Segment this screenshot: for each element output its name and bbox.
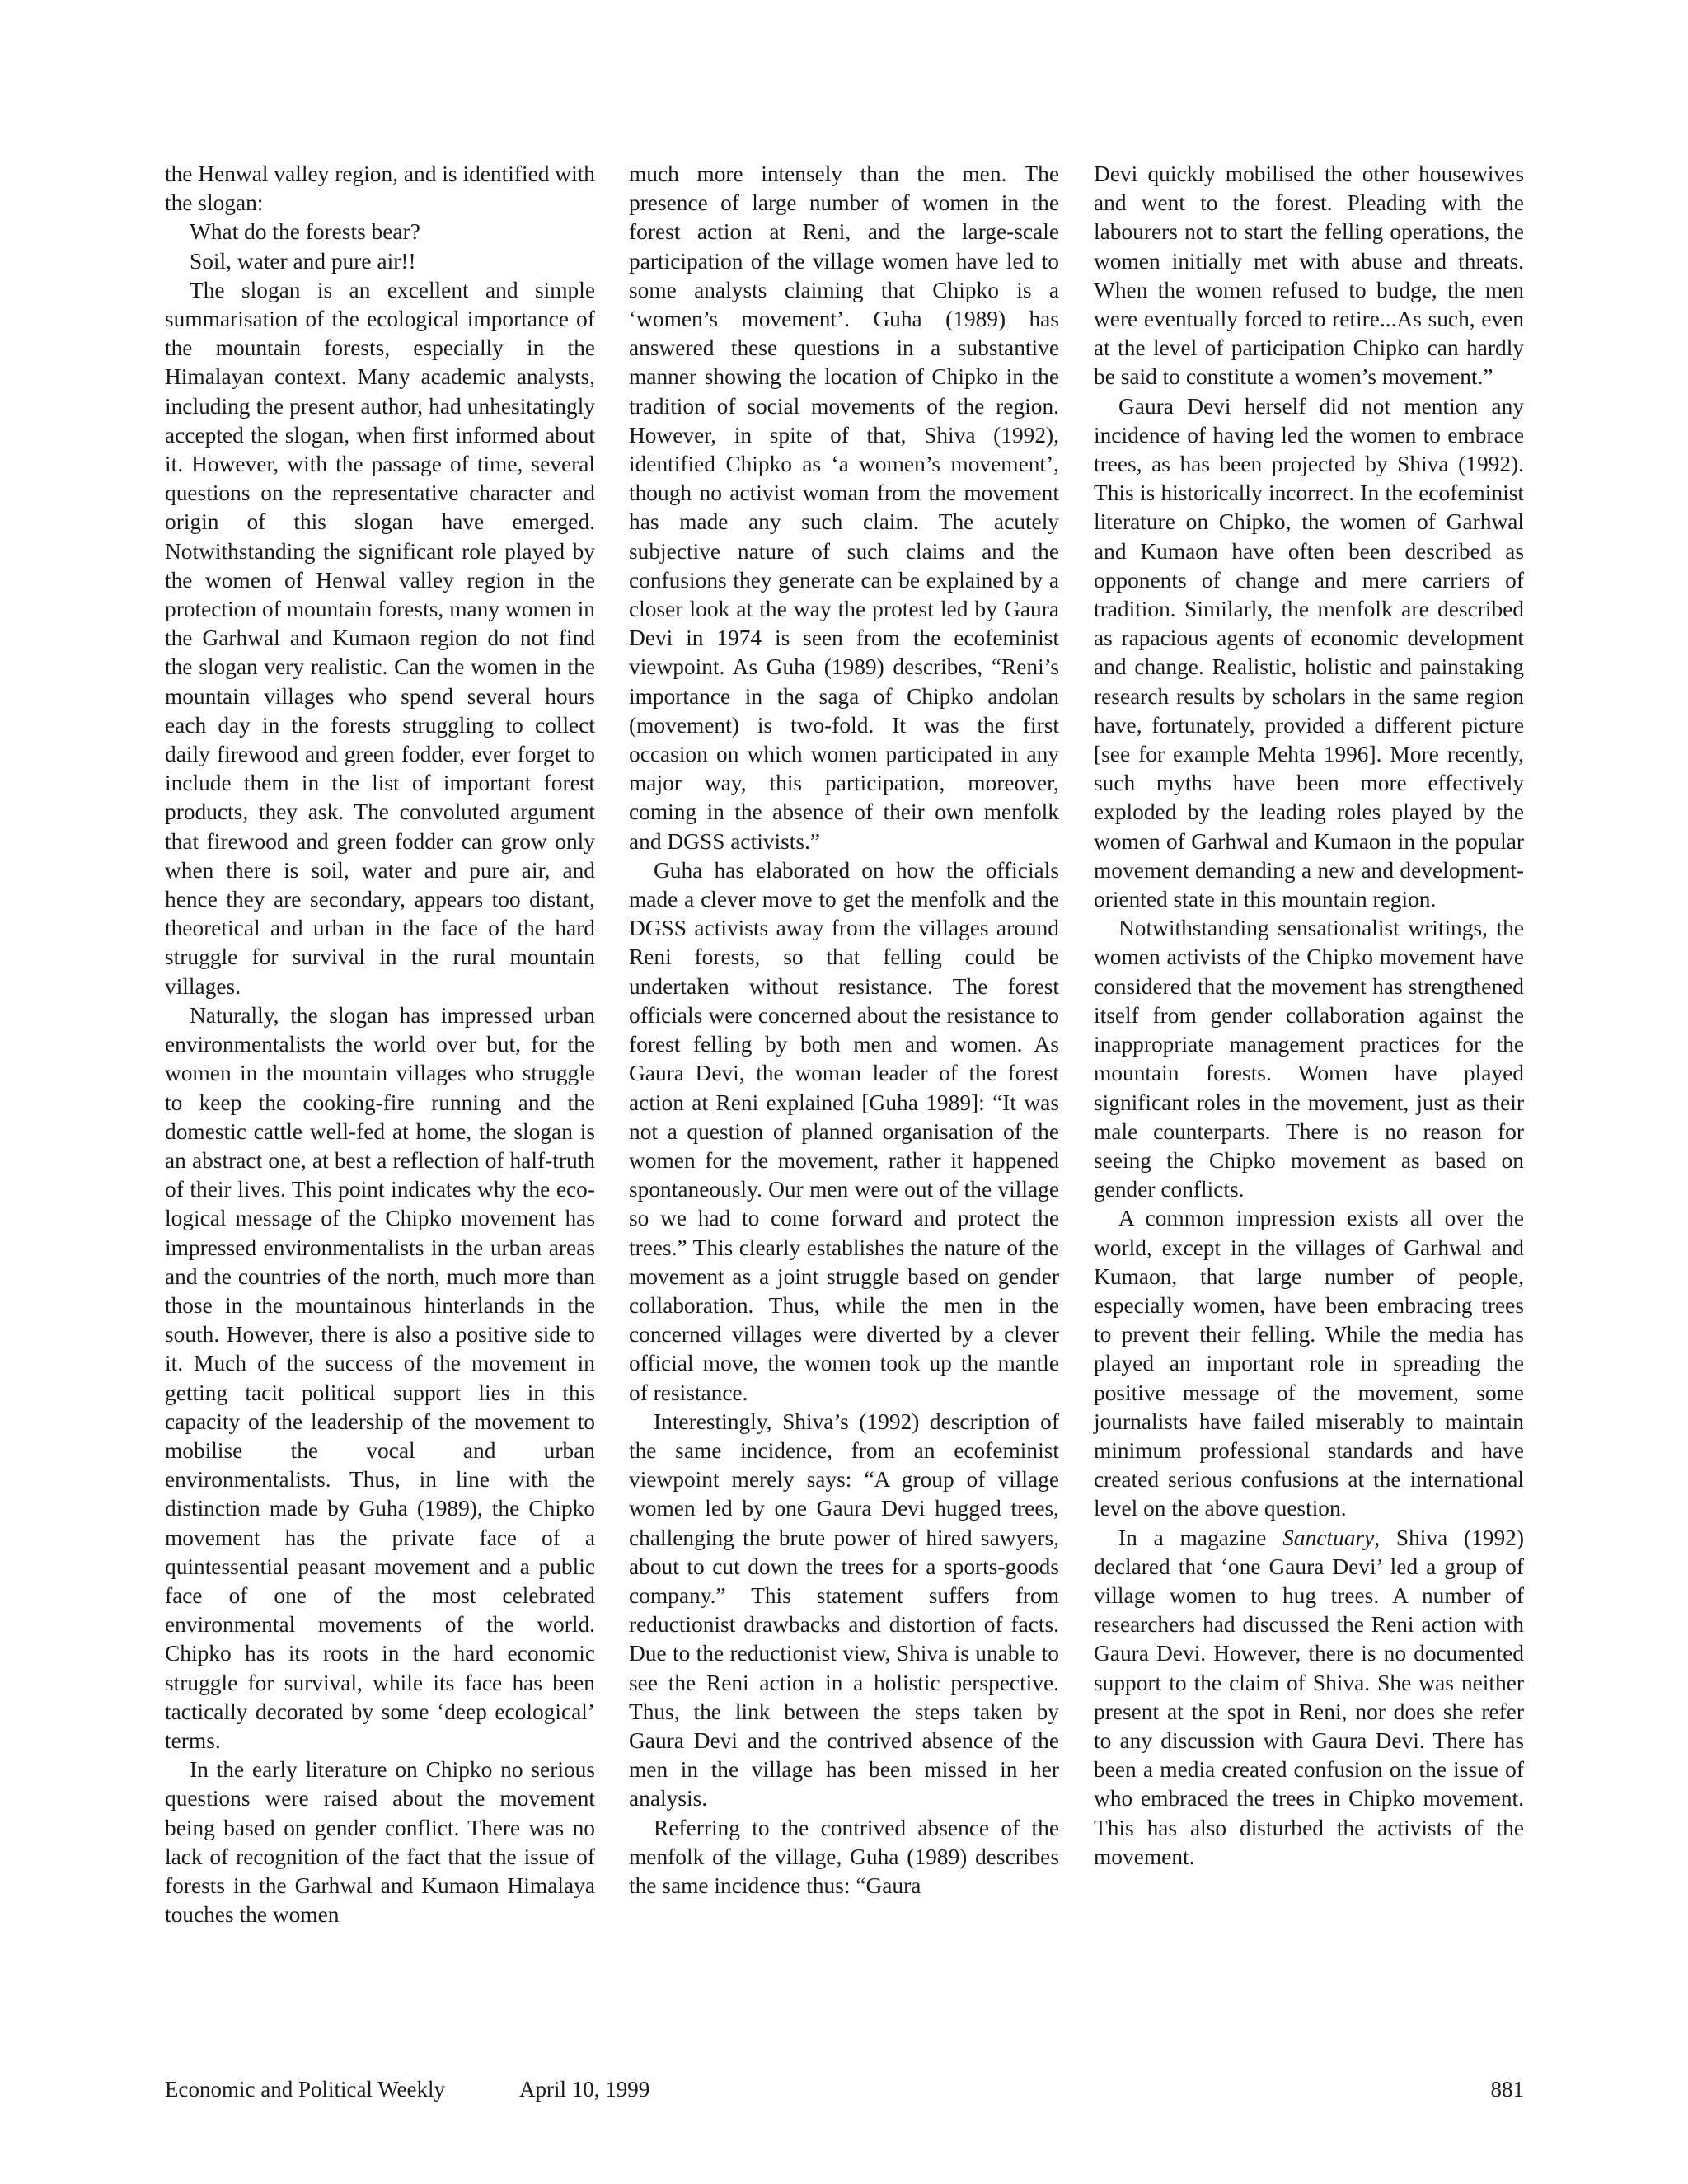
paragraph: much more intensely than the men. The presence of large number of women in the forest action at Reni, and the large-scale participation of the village women have led to some analysts claiming that Chipko is a ‘women’s movement’. Guha (1989) has answered these questions in a substantive manner showing the location of Chipko in the tradition of social movements of the region. However, in spite of that, Shiva (1992), identified Chipko as ‘a women’s movement’, though no activist woman from the movement has made any such claim. The acutely subjective nature of such claims and the confusions they generate can be explained by a closer look at the way the protest led by Gaura Devi in 1974 is seen from the ecofeminist viewpoint. As Guha (1989) describes, “Reni’s importance in the saga of Chipko andolan (movement) is two-fold. It was the first occasion on which women participated in any major way, this participation, moreover, coming in the absence of their own menfolk and DGSS activists.”: [629, 162, 1059, 854]
paragraph: Naturally, the slogan has impressed urban environmentalists the world over but, for the women in the mountain villages who struggle to keep the cooking-fire running and the domestic cattle well-fed at home, the slogan is an abstract one, at best a reflection of half-truth of their lives. This point indicates why the ecological message of the Chipko movement has impressed environmentalists in the urban areas and the countries of the north, much more than those in the mountainous hinterlands in the south. However, there is also a positive side to it. Much of the success of the movement in getting tacit political support lies in this capacity of the leadership of the movement to mobilise the vocal and urban environmentalists. Thus, in line with the distinction made by Guha (1989), the Chipko movement has the private face of a quintessential peasant movement and a public face of one of the most celebrated environmental movements of the world. Chipko has its roots in the hard economic struggle for survival, while its face has been tactically decorated by some ‘deep ecological’ terms.: [165, 1002, 595, 1753]
page-number: 881: [1490, 2077, 1524, 2102]
paragraph-text: , Shiva (1992) declared that ‘one Gaura Devi’ led a group of village women to hug trees. A number of researchers had discussed the Reni action with Gaura Devi. However, there is no documented support to the claim of Shiva. She was neither present at the spot in Reni, nor does she refer to any discussion with Gaura Devi. There has been a media created confusion on the issue of who embraced the trees in Chipko movement. This has also disturbed the activists of the movement.: [1094, 1525, 1524, 1869]
text-column-1: [165, 160, 595, 1929]
paragraph: the Henwal valley region, and is identified with the slogan:: [165, 162, 595, 216]
slogan-line: Soil, water and pure air!!: [190, 248, 416, 274]
text-column-3: [1094, 160, 1524, 1872]
paragraph: Devi quickly mobilised the other housewives and went to the forest. Pleading with the labourers not to start the felling operations, the women initially met with abuse and threats. When the women refused to budge, the men were eventually forced to retire...As such, even at the level of participation Chipko can hardly be said to constitute a women’s movement.”: [1094, 162, 1524, 390]
paragraph: Gaura Devi herself did not mention any incidence of having led the women to embrace trees, as has been projected by Shiva (1992). This is historically incorrect. In the ecofeminist literature on Chipko, the women of Garhwal and Kumaon have often been described as opponents of change and mere carriers of tradition. Similarly, the menfolk are described as rapacious agents of economic development and change. Realistic, holistic and painstaking research results by scholars in the same region have, fortunately, provided a different picture [see for example Mehta 1996]. More recently, such myths have been more effectively exploded by the leading roles played by the women of Garhwal and Kumaon in the popular movement demanding a new and development-oriented state in this mountain region.: [1094, 393, 1524, 912]
issue-date: April 10, 1999: [519, 2077, 650, 2102]
paragraph: The slogan is an excellent and simple summarisation of the ecological importance of the mountain forests, especially in the Himalayan context. Many academic analysts, including the present author, had unhesitatingly accepted the slogan, when first informed about it. However, with the passage of time, several questions on the representative character and origin of this slogan have emerged. Notwithstanding the significant role played by the women of Henwal valley region in the protection of mountain forests, many women in the Garhwal and Kumaon region do not find the slogan very realistic. Can the women in the mountain villages who spend several hours each day in the forests struggling to collect daily firewood and green fodder, ever forget to include them in the list of important forest products, they ask. The convoluted argument that firewood and green fodder can grow only when there is soil, water and pure air, and hence they are secondary, appears too distant, theoretical and urban in the face of the hard struggle for survival in the rural mountain villages.: [165, 277, 595, 999]
paragraph: [1094, 1524, 1524, 1872]
paragraph: Guha has elaborated on how the officials made a clever move to get the menfolk and the DGSS activists away from the villages around Reni forests, so that felling could be undertaken without resistance. The forest officials were concerned about the resistance to forest felling by both men and women. As Gaura Devi, the woman leader of the forest action at Reni explained [Guha 1989]: “It was not a question of planned organisation of the women for the movement, rather it happened spontaneously. Our men were out of the village so we had to come forward and protect the trees.” This clearly establishes the nature of the movement as a joint struggle based on gender collaboration. Thus, while the men in the concerned villages were diverted by a clever official move, the women took up the mantle of resistance.: [629, 857, 1059, 1405]
paragraph: Notwithstanding sensationalist writings, the women activists of the Chipko movement have considered that the movement has strengthened itself from gender collaboration against the inappropriate management practices for the mountain forests. Women have played significant roles in the movement, just as their male counterparts. There is no reason for seeing the Chipko movement as based on gender conflicts.: [1094, 916, 1524, 1202]
paragraph-text: In a magazine: [1118, 1525, 1283, 1550]
page-footer: [165, 2075, 1524, 2103]
text-column-2: [629, 160, 1059, 1900]
journal-name: Economic and Political Weekly: [165, 2077, 445, 2102]
paragraph: Interestingly, Shiva’s (1992) description of the same incidence, from an ecofeminist viewpoint merely says: “A group of village women led by one Gaura Devi hugged trees, challenging the brute power of hired sawyers, about to cut down the trees for a sports-goods company.” This statement suffers from reductionist drawbacks and distortion of facts. Due to the reductionist view, Shiva is unable to see the Reni action in a holistic perspective. Thus, the link between the steps taken by Gaura Devi and the contrived absence of the men in the village has been missed in her analysis.: [629, 1408, 1059, 1811]
paragraph: A common impression exists all over the world, except in the villages of Garhwal and Kumaon, that large number of people, especially women, have been embracing trees to prevent their felling. While the media has played an important role in spreading the positive message of the movement, some journalists have failed miserably to maintain minimum professional standards and have created serious confusions at the international level on the above question.: [1094, 1206, 1524, 1521]
paragraph: In the early literature on Chipko no serious questions were raised about the movement being based on gender conflict. There was no lack of recognition of the fact that the issue of forests in the Garhwal and Kumaon Himalaya touches the women: [165, 1757, 595, 1928]
slogan-line: What do the forests bear?: [190, 219, 420, 245]
magazine-title: Sanctuary: [1282, 1525, 1375, 1550]
paragraph: Referring to the contrived absence of the menfolk of the village, Guha (1989) describes the same incidence thus: “Gaura: [629, 1815, 1059, 1898]
